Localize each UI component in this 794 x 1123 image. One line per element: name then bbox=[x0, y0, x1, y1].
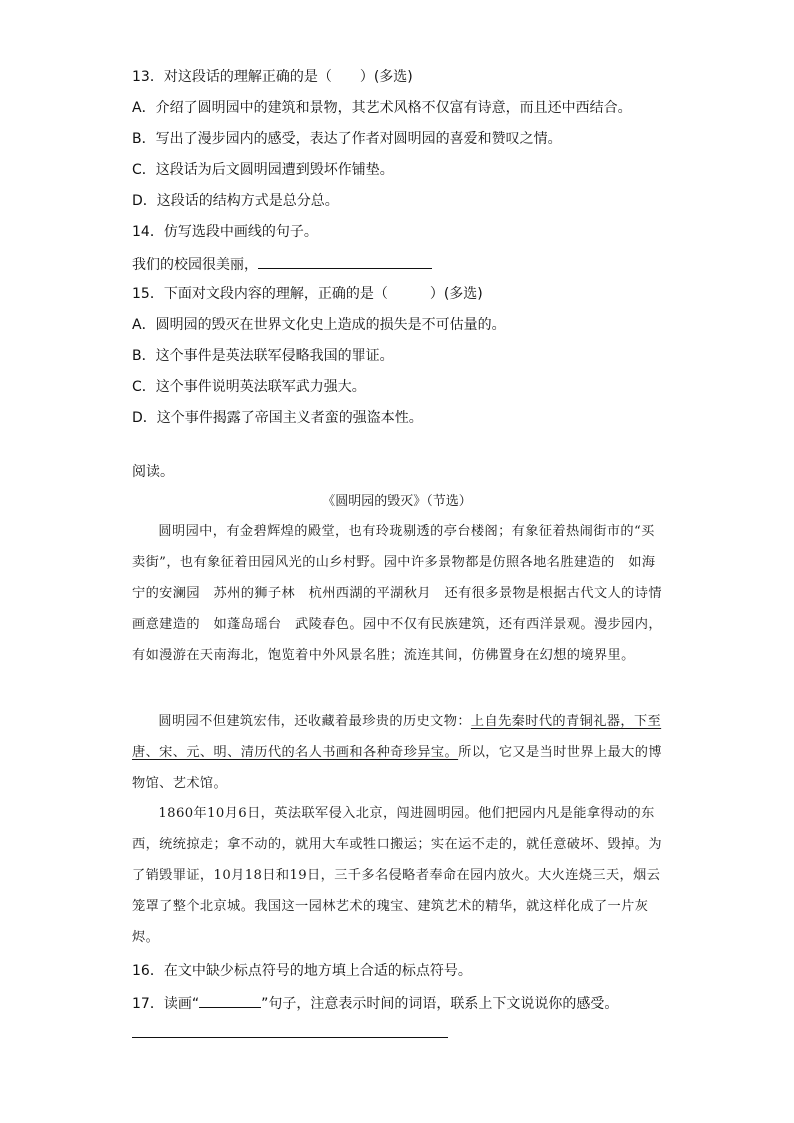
q14-prompt: 我们的校园很美丽， bbox=[132, 257, 258, 273]
passage-paragraph-2 bbox=[132, 706, 662, 799]
q15-option-d: D．这个事件揭露了帝国主义者蛮的强盗本性。 bbox=[132, 410, 423, 426]
p2-underlined-sentence: 上自先秦时代的青铜礼器，下至唐、宋、元、明、清历代的名人书画和各种奇珍异宝。 bbox=[132, 714, 662, 760]
reading-label: 阅读。 bbox=[132, 464, 174, 480]
q17-stem bbox=[132, 993, 618, 1013]
q17-answer-line[interactable] bbox=[132, 1037, 448, 1038]
q16-stem: 16．在文中缺少标点符号的地方填上合适的标点符号。 bbox=[132, 963, 472, 979]
q17-inline-blank bbox=[199, 993, 261, 1008]
q17-lead: 17．读画“ bbox=[132, 996, 200, 1012]
q17-tail: ”句子，注意表示时间的词语，联系上下文说说你的感受。 bbox=[261, 996, 619, 1012]
passage-title: 《圆明园的毁灭》（节选） bbox=[322, 494, 472, 509]
p2-tail-text: 所以，它又是当时世界上最大的博物馆、艺术馆。 bbox=[132, 745, 662, 791]
q15-stem: 15．下面对文段内容的理解，正确的是（ ）(多选) bbox=[132, 286, 483, 302]
q14-answer-line bbox=[132, 254, 432, 274]
q15-option-b: B．这个事件是英法联军侵略我国的罪证。 bbox=[132, 348, 394, 364]
q13-stem: 13．对这段话的理解正确的是（ ）(多选) bbox=[132, 69, 413, 85]
passage-paragraph-3: 1860年10月6日，英法联军侵入北京，闯进圆明园。他们把园内凡是能拿得动的东西，统统掠走；拿不动的，就用大车或牲口搬运；实在运不走的，就任意破坏、毁掉。为了销毁罪证，10月18日和19日，三千多名侵略者奉命在园内放火。大火连烧三天，烟云笼罩了整个北京城。我国这一园林艺术的瑰宝、建筑艺术的精华，就这样化成了一片灰烬。 bbox=[132, 806, 662, 945]
q15-option-a: A．圆明园的毁灭在世界文化史上造成的损失是不可估量的。 bbox=[132, 317, 506, 333]
q13-option-c: C．这段话为后文圆明园遭到毁坏作铺垫。 bbox=[132, 162, 394, 178]
q13-option-a: A．介绍了圆明园中的建筑和景物，其艺术风格不仅富有诗意，而且还中西结合。 bbox=[132, 100, 632, 116]
q14-stem: 14．仿写选段中画线的句子。 bbox=[132, 224, 318, 240]
q13-option-d: D．这段话的结构方式是总分总。 bbox=[132, 193, 339, 209]
passage-paragraph-1: 圆明园中，有金碧辉煌的殿堂，也有玲珑剔透的亭台楼阁；有象征着热闹街市的“买卖街”，也有象征着田园风光的山乡村野。园中许多景物都是仿照各地名胜建造的 如海宁的安澜园 苏州的狮子林 杭州西湖的平湖秋月 还有很多景物是根据古代文人的诗情画意建造的 如蓬岛瑶台 武陵春色。园中不仅有民族建筑，还有西洋景观。漫步园内，有如漫游在天南海北，饱览着中外风景名胜；流连其间，仿佛置身在幻想的境界里。 bbox=[132, 524, 662, 663]
q13-option-b: B．写出了漫步园内的感受，表达了作者对圆明园的喜爱和赞叹之情。 bbox=[132, 131, 562, 147]
p2-lead-text: 圆明园不但建筑宏伟，还收藏着最珍贵的历史文物： bbox=[158, 714, 471, 729]
q14-answer-blank[interactable] bbox=[258, 254, 432, 269]
q15-option-c: C．这个事件说明英法联军武力强大。 bbox=[132, 379, 366, 395]
